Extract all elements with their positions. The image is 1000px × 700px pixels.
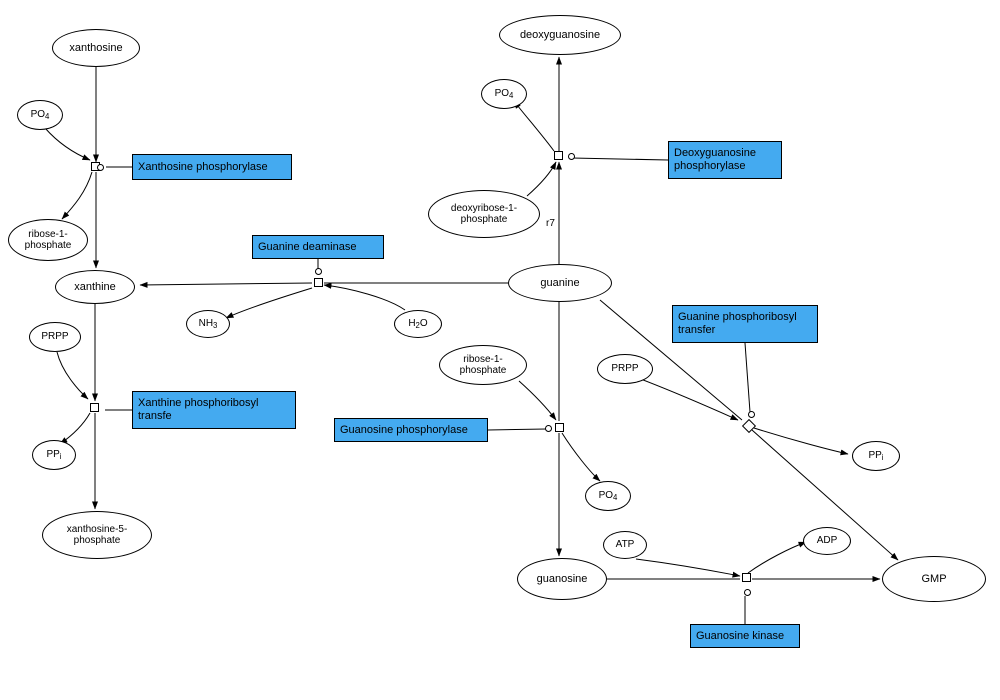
species-xanthine[interactable] (55, 270, 135, 304)
species-guanosine[interactable] (517, 558, 607, 600)
species-label: $PP_i$ (868, 449, 884, 462)
species-label: PRPP (611, 363, 639, 375)
species-ppi-right[interactable] (852, 441, 900, 471)
reaction-node-xanthine-phosphoribosyl-transfer[interactable] (90, 403, 99, 412)
species-prpp-left[interactable] (29, 322, 81, 352)
species-label: deoxyguanosine (519, 28, 601, 41)
enzyme-guanine-deaminase[interactable] (252, 235, 384, 259)
reaction-node-deoxyguanosine-phosphorylase[interactable] (554, 151, 563, 160)
species-label: $H_2O$ (408, 317, 428, 330)
species-label: GMP (921, 572, 947, 585)
species-deoxyribose-1-phosphate[interactable] (428, 190, 540, 238)
species-label: guanine (540, 276, 580, 289)
species-ppi-left[interactable] (32, 440, 76, 470)
enzyme-label: Xanthosine phosphorylase (138, 160, 268, 173)
species-adp[interactable] (803, 527, 851, 555)
species-label: $NH_3$ (198, 317, 218, 330)
species-h2o[interactable] (394, 310, 442, 338)
species-label: xanthosine (69, 41, 123, 54)
reaction-id-label-r7: r7 (546, 218, 555, 229)
enzyme-guanosine-phosphorylase[interactable] (334, 418, 488, 442)
enzyme-xanthosine-phosphorylase[interactable] (132, 154, 292, 180)
modifier-circle-guanosine-kinase (744, 589, 751, 596)
enzyme-label: Guanine phosphoribosyl transfer (678, 311, 797, 336)
enzyme-guanosine-kinase[interactable] (690, 624, 800, 648)
species-po4-top-right[interactable] (481, 79, 527, 109)
enzyme-xanthine-phosphoribosyl-transfe[interactable] (132, 391, 296, 429)
species-label: ATP (615, 539, 635, 551)
modifier-circle-guanine-phosphoribosyl-transfer (748, 411, 755, 418)
enzyme-label: Guanosine phosphorylase (340, 423, 468, 436)
enzyme-label: Guanosine kinase (696, 629, 785, 642)
species-label: $PP_i$ (46, 448, 62, 461)
species-deoxyguanosine[interactable] (499, 15, 621, 55)
species-label: xanthine (74, 280, 116, 293)
enzyme-label: Xanthine phosphoribosyl transfe (138, 397, 259, 422)
species-xanthosine-5-phosphate[interactable] (42, 511, 152, 559)
species-po4-mid[interactable] (585, 481, 631, 511)
reaction-node-guanosine-kinase[interactable] (742, 573, 751, 582)
enzyme-label: Guanine deaminase (258, 240, 357, 253)
species-label: guanosine (536, 572, 588, 585)
species-label: $PO_4$ (30, 108, 50, 121)
enzyme-label: Deoxyguanosine phosphorylase (674, 147, 756, 172)
species-label: xanthosine-5- phosphate (66, 523, 128, 546)
species-prpp-right[interactable] (597, 354, 653, 384)
species-nh3[interactable] (186, 310, 230, 338)
modifier-circle-guanine-deaminase (315, 268, 322, 275)
modifier-circle-deoxyguanosine-phosphorylase (568, 153, 575, 160)
reaction-node-guanosine-phosphorylase[interactable] (555, 423, 564, 432)
species-po4-top-left[interactable] (17, 100, 63, 130)
species-label: ribose-1- phosphate (24, 228, 72, 251)
species-xanthosine[interactable] (52, 29, 140, 67)
enzyme-guanine-phosphoribosyl-transfer[interactable] (672, 305, 818, 343)
species-guanine[interactable] (508, 264, 612, 302)
modifier-circle-guanosine-phosphorylase (545, 425, 552, 432)
species-label: ADP (816, 535, 838, 547)
species-label: ribose-1- phosphate (459, 353, 507, 376)
reaction-node-guanine-deaminase[interactable] (314, 278, 323, 287)
species-label: $PO_4$ (494, 87, 514, 100)
species-label: deoxyribose-1- phosphate (450, 202, 518, 225)
species-gmp[interactable] (882, 556, 986, 602)
enzyme-deoxyguanosine-phosphorylase[interactable] (668, 141, 782, 179)
species-ribose-1-phosphate-mid[interactable] (439, 345, 527, 385)
species-label: $PO_4$ (598, 489, 618, 502)
species-atp[interactable] (603, 531, 647, 559)
modifier-circle-xanthosine-phosphorylase (97, 164, 104, 171)
species-label: PRPP (41, 331, 69, 343)
species-ribose-1-phosphate-left[interactable] (8, 219, 88, 261)
